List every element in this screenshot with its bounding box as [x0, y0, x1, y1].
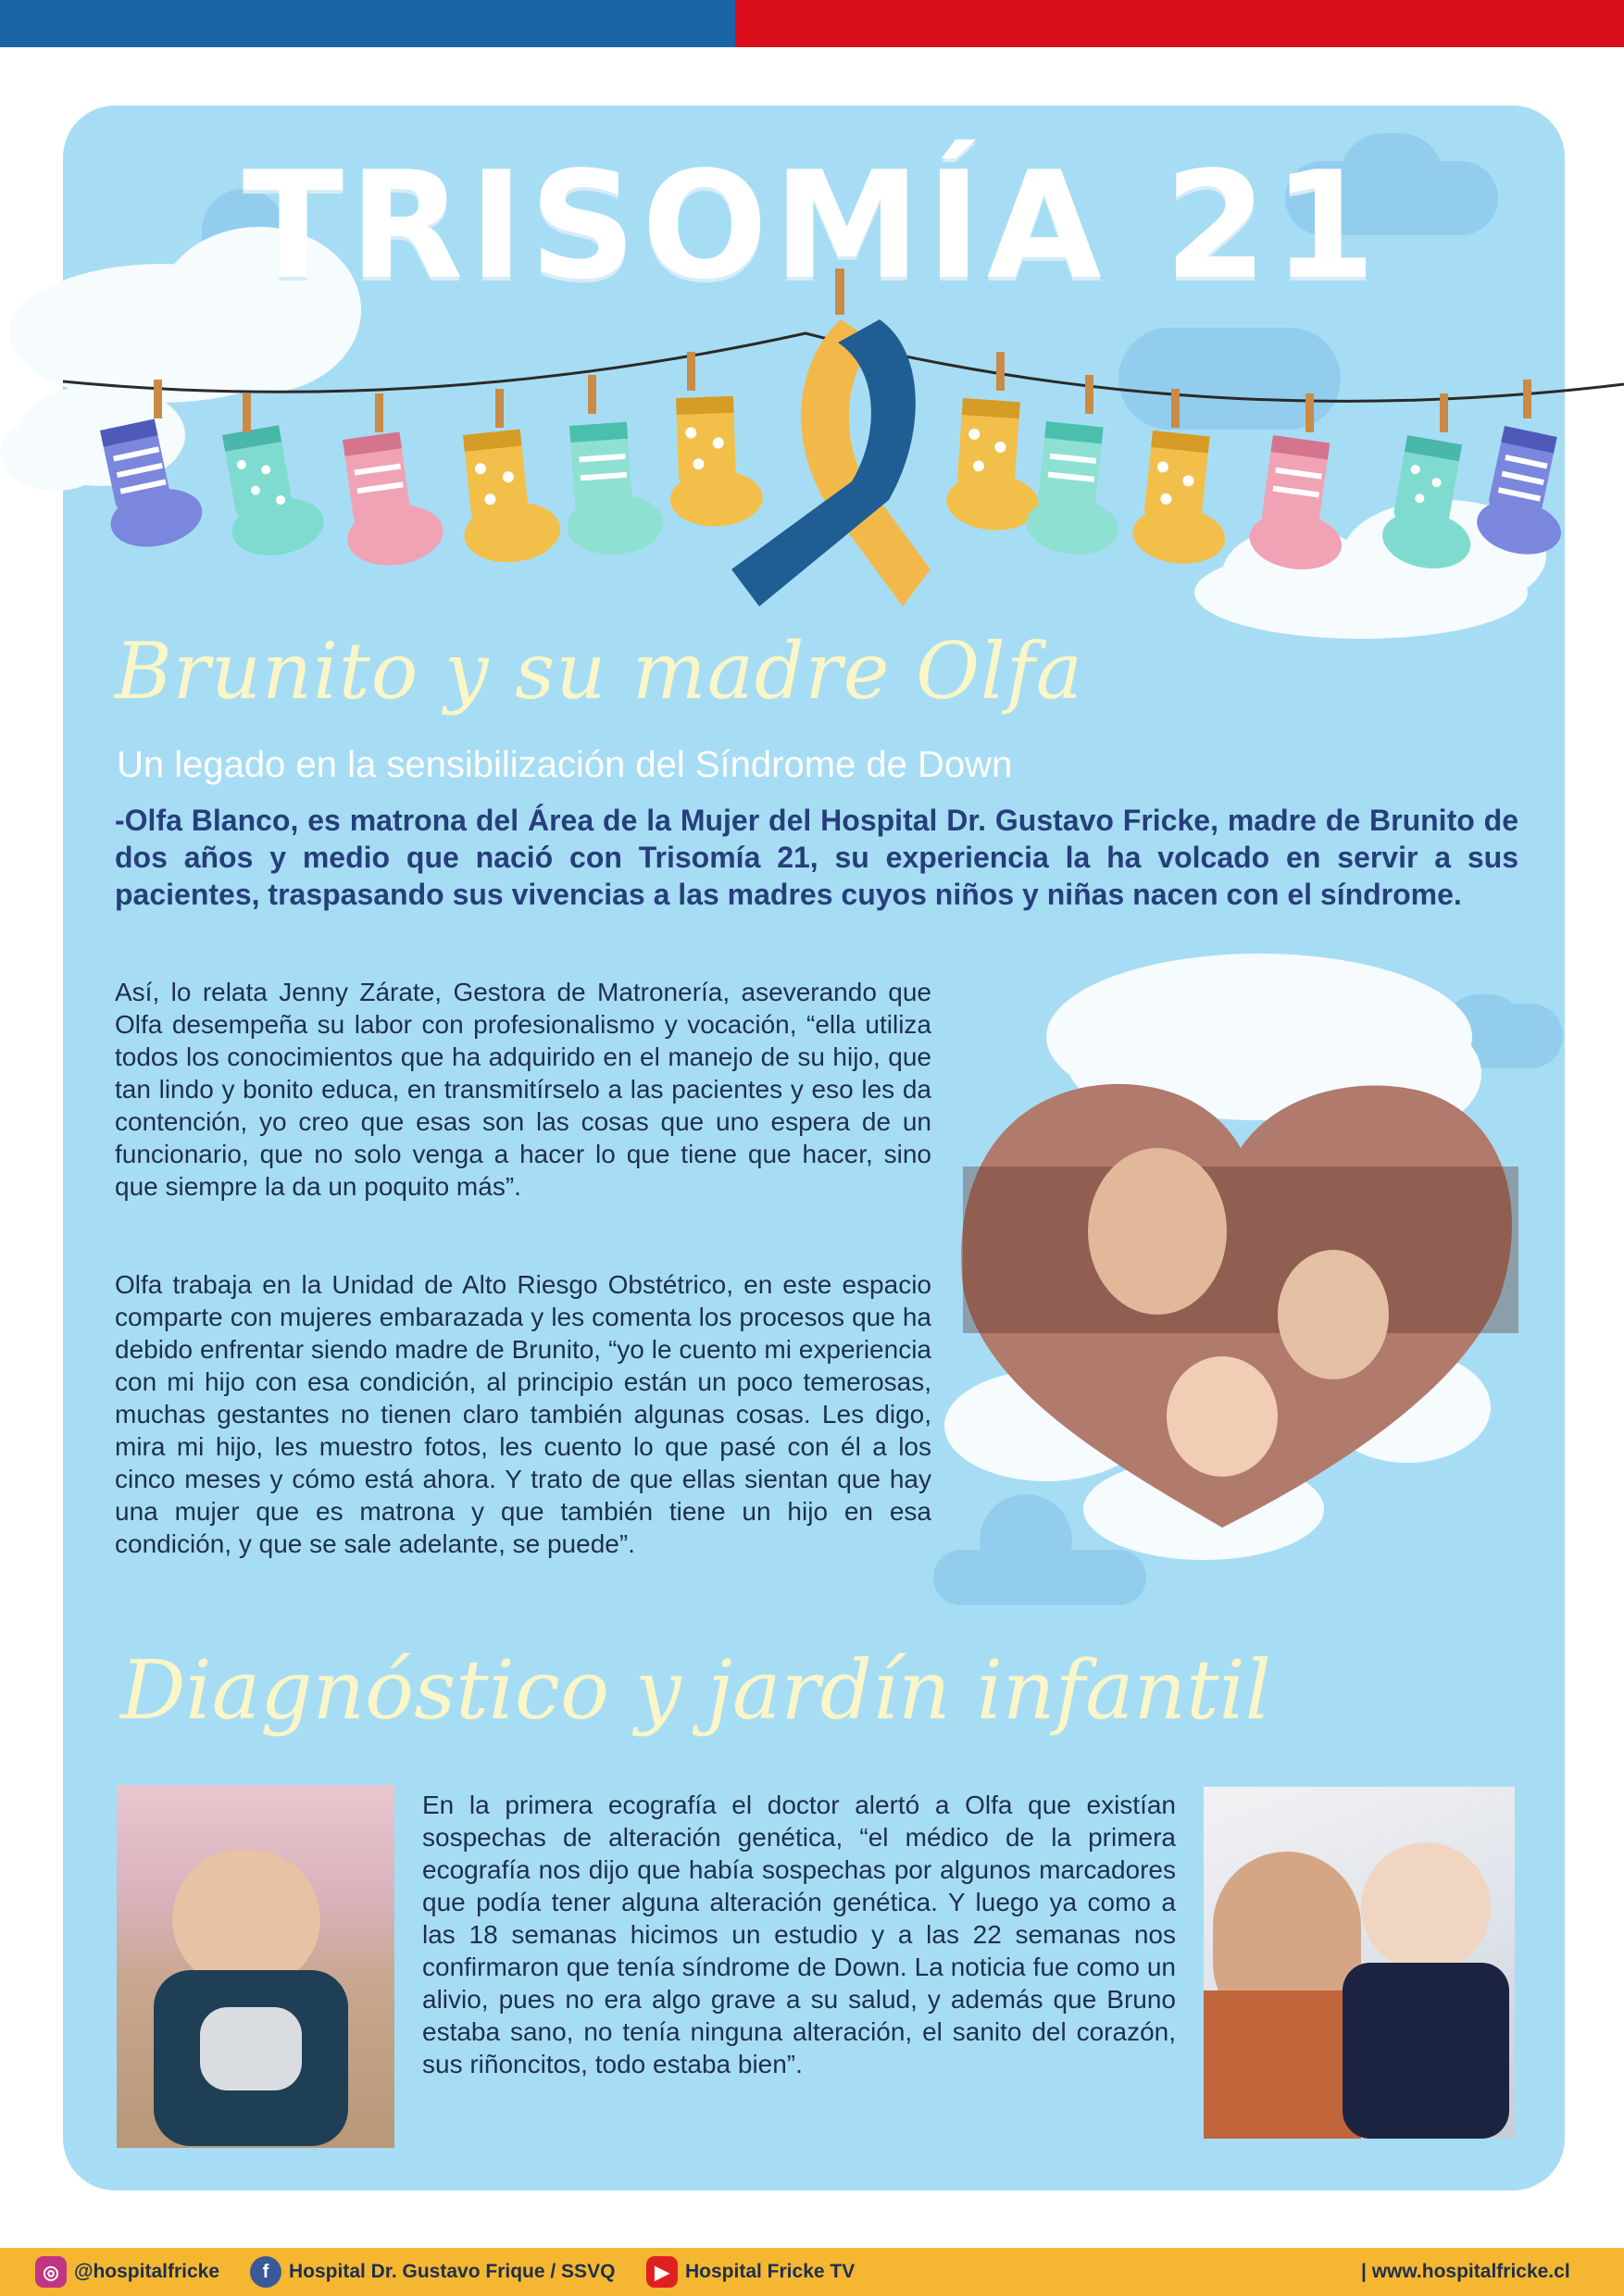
- footer-bar: [0, 2248, 1624, 2296]
- section-heading-diagnostico: Diagnóstico y jardín infantil: [120, 1642, 1271, 1738]
- footer-instagram[interactable]: [35, 2248, 219, 2296]
- paragraph-2: Olfa trabaja en la Unidad de Alto Riesgo Obstétrico, en este espacio comparte con mujeres embarazada y les comenta los procesos que ha debido enfrentar siendo madre de Brunito, “yo le cuento mi experiencia con mi hijo con esa condición, al principio están un poco temerosas, muchas gestantes no tienen claro también algunas cosas. Les digo, mira mi hijo, les muestro fotos, les cuento lo que pasé con él a los cinco meses y cómo está ahora. Y trato de que ellas sientan que hay una mujer que es matrona y que también tiene un hijo en esa condición, y que se sale adelante, se puede”.: [115, 1270, 931, 1558]
- youtube-channel: Hospital Fricke TV: [685, 2261, 856, 2282]
- paragraph-1: Así, lo relata Jenny Zárate, Gestora de Matronería, aseverando que Olfa desempeña su labor con profesionalismo y vocación, “ella utiliza todos los conocimientos que ha adquirido en el manejo de su hijo, que tan lindo y bonito educa, en transmitírselo a las pacientes y eso les da contención, yo creo que esas son las cosas que uno espera de un funcionario, que no solo venga a hacer lo que tiene que hacer, sino que siempre la da un poquito más”.: [115, 978, 931, 1201]
- youtube-icon: ▶: [646, 2256, 678, 2288]
- heart-photo-frame: [944, 954, 1518, 1560]
- facebook-page: Hospital Dr. Gustavo Frique / SSVQ: [289, 2261, 616, 2282]
- facebook-icon: f: [250, 2256, 281, 2288]
- paragraph-3: En la primera ecografía el doctor alertó a Olfa que existían sospechas de alteración genética, “el médico de la primera ecografía nos dijo que había sospechas por algunos marcadores que podía tener alguna alteración genética. Y luego ya como a las 18 semanas hicimos un estudio y a las 22 semanas nos confirmaron que tenía síndrome de Down. La noticia fue como un alivio, pues no era algo grave a su salud, y además que Bruno estaba sano, no tenía ninguna alteración, el sanito del corazón, sus riñoncitos, todo estaba bien”.: [422, 1791, 1176, 2078]
- article-lead: -Olfa Blanco, es matrona del Área de la Mujer del Hospital Dr. Gustavo Fricke, madre de Brunito de dos años y medio que nació con Trisomía 21, su experiencia la ha volcado en servir a sus pacientes, traspasando sus vivencias a las madres cuyos niños y niñas nacen con el síndrome.: [115, 804, 1518, 911]
- footer-facebook[interactable]: [250, 2248, 615, 2296]
- awareness-ribbon: [731, 268, 931, 606]
- footer-youtube[interactable]: [646, 2248, 855, 2296]
- instagram-icon: ◎: [35, 2256, 67, 2288]
- page-title: TRISOMÍA 21: [242, 139, 1382, 312]
- footer-website-link[interactable]: [1361, 2248, 1570, 2296]
- website-url: | www.hospitalfricke.cl: [1361, 2261, 1570, 2282]
- instagram-handle: @hospitalfricke: [74, 2261, 220, 2282]
- article-subtitle: Un legado en la sensibilización del Síndrome de Down: [117, 744, 1013, 785]
- baby-photo: [117, 1785, 394, 2148]
- article-heading: Brunito y su madre Olfa: [115, 626, 1084, 717]
- mother-baby-photo: [1204, 1787, 1515, 2139]
